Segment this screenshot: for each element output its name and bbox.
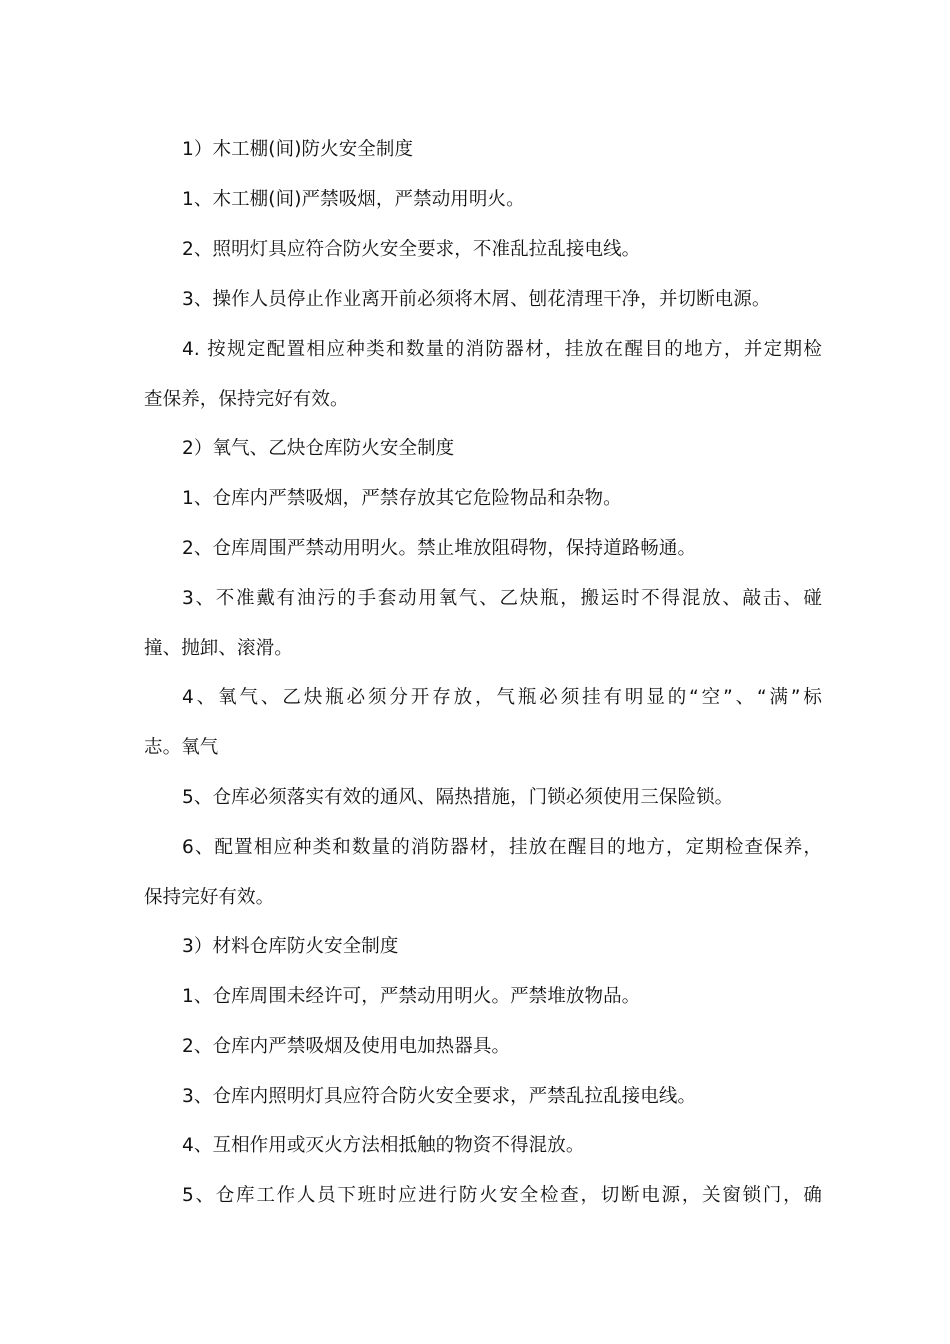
paragraph-line: 4、氧气、乙炔瓶必须分开存放，气瓶必须挂有明显的“空”、“满”标 [182, 687, 822, 708]
paragraph-line: 1、木工棚(间)严禁吸烟，严禁动用明火。 [182, 189, 525, 210]
paragraph-line: 2、照明灯具应符合防火安全要求，不准乱拉乱接电线。 [182, 239, 641, 260]
paragraph-line: 4、互相作用或灭火方法相抵触的物资不得混放。 [182, 1135, 585, 1156]
paragraph-line: 5、仓库工作人员下班时应进行防火安全检查，切断电源，关窗锁门，确 [182, 1185, 822, 1206]
paragraph-line: 2、仓库内严禁吸烟及使用电加热器具。 [182, 1036, 511, 1057]
paragraph-line-continuation: 保持完好有效。 [144, 887, 275, 908]
paragraph-line: 2、仓库周围严禁动用明火。禁止堆放阻碍物，保持道路畅通。 [182, 538, 697, 559]
paragraph-line: 3、仓库内照明灯具应符合防火安全要求，严禁乱拉乱接电线。 [182, 1086, 697, 1107]
paragraph-line-continuation: 志。氧气 [144, 737, 219, 758]
paragraph-line: 1、仓库内严禁吸烟，严禁存放其它危险物品和杂物。 [182, 488, 622, 509]
paragraph-line: 5、仓库必须落实有效的通风、隔热措施，门锁必须使用三保险锁。 [182, 787, 734, 808]
paragraph-line-continuation: 撞、抛卸、滚滑。 [144, 638, 293, 659]
section-heading-material-warehouse: 3）材料仓库防火安全制度 [182, 936, 399, 957]
paragraph-line-continuation: 查保养，保持完好有效。 [144, 389, 349, 410]
paragraph-line: 3、不准戴有油污的手套动用氧气、乙炔瓶，搬运时不得混放、敲击、碰 [182, 588, 822, 609]
section-heading-carpentry: 1）木工棚(间)防火安全制度 [182, 139, 414, 160]
paragraph-line: 1、仓库周围未经许可，严禁动用明火。严禁堆放物品。 [182, 986, 641, 1007]
paragraph-line: 6、配置相应种类和数量的消防器材，挂放在醒目的地方，定期检查保养， [182, 837, 822, 858]
paragraph-line: 4. 按规定配置相应种类和数量的消防器材，挂放在醒目的地方，并定期检 [182, 339, 822, 360]
section-heading-oxygen-acetylene: 2）氧气、乙炔仓库防火安全制度 [182, 438, 455, 459]
paragraph-line: 3、操作人员停止作业离开前必须将木屑、刨花清理干净，并切断电源。 [182, 289, 771, 310]
